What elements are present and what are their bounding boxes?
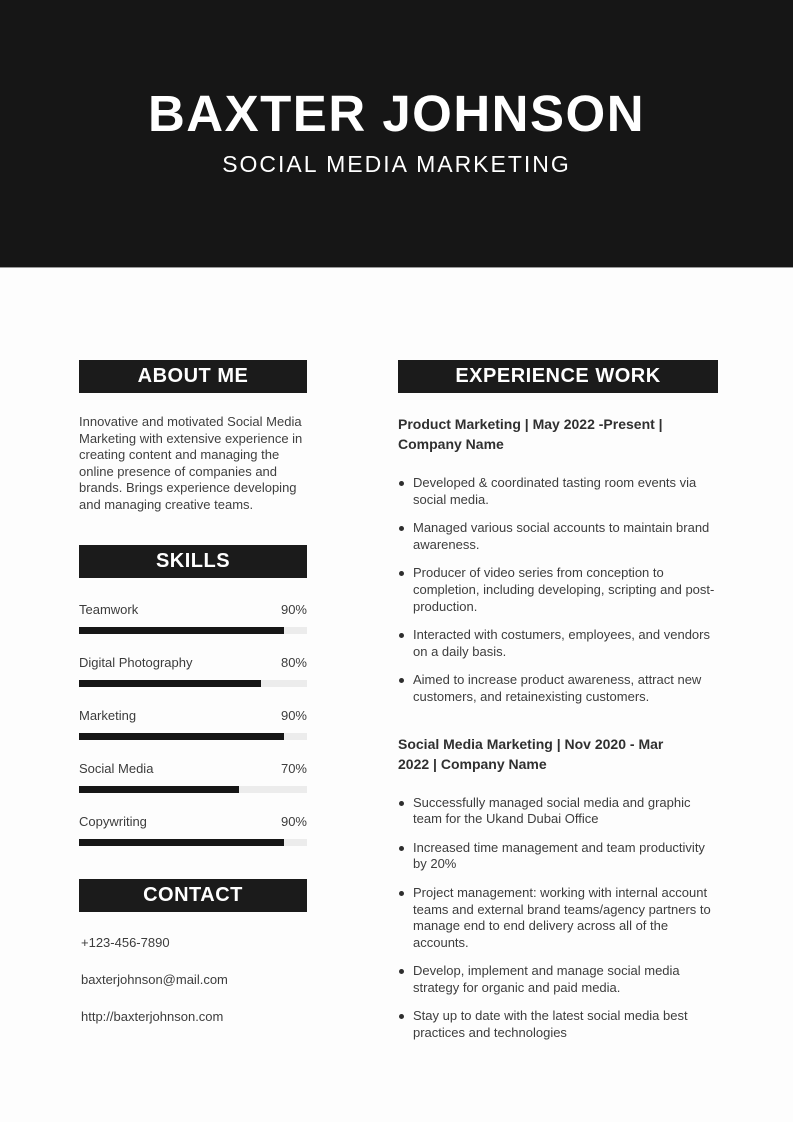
skill-percent: 90%	[280, 707, 307, 723]
experience-bullet: Successfully managed social media and graphic team for the Ukand Dubai Office	[398, 795, 718, 828]
about-text: Innovative and motivated Social Media Marketing with extensive experience in creating content and managing the online presence of companies and brands. Brings experience developing and managing creative teams.	[79, 414, 303, 512]
skills-list	[79, 602, 307, 846]
skill-label: Copywriting	[79, 813, 147, 829]
experience-bullet: Developed & coordinated tasting room events via social media.	[398, 475, 718, 508]
skill-label: Teamwork	[79, 601, 139, 617]
experience-bullet: Managed various social accounts to maintain brand awareness.	[398, 520, 718, 553]
experience-bullet: Project management: working with internal account teams and external brand teams/agency partners to manage end to end delivery across all of the accounts.	[398, 885, 718, 951]
about-section-header: ABOUT ME	[79, 360, 307, 393]
skill-percent: 90%	[280, 601, 307, 617]
contact-email: baxterjohnson@mail.com	[81, 971, 228, 987]
skill-label: Digital Photography	[79, 654, 193, 670]
right-column	[398, 360, 718, 1042]
contact-phone: +123-456-7890	[81, 934, 170, 950]
skill-row	[79, 814, 307, 830]
contact-website: http://baxterjohnson.com	[81, 1008, 224, 1024]
candidate-job-title: SOCIAL MEDIA MARKETING	[222, 151, 571, 177]
skill-bar-track	[79, 786, 307, 793]
job-bullets-list	[398, 795, 718, 1042]
skill-label: Social Media	[79, 760, 154, 776]
experience-bullet: Producer of video series from conception to completion, including developing, scripting and post-production.	[398, 565, 718, 615]
experience-bullet: Develop, implement and manage social media strategy for organic and paid media.	[398, 963, 718, 996]
skill-item-teamwork	[79, 602, 307, 634]
skill-item-copywriting	[79, 814, 307, 846]
contact-section-header: CONTACT	[79, 879, 307, 912]
experience-bullet: Aimed to increase product awareness, attract new customers, and retainexisting customers.	[398, 672, 718, 705]
skills-section-header: SKILLS	[79, 545, 307, 578]
skill-row	[79, 602, 307, 618]
skill-label: Marketing	[79, 707, 137, 723]
skill-bar-track	[79, 627, 307, 634]
experience-bullet: Interacted with costumers, employees, and vendors on a daily basis.	[398, 627, 718, 660]
skill-item-marketing	[79, 708, 307, 740]
candidate-name: BAXTER JOHNSON	[147, 85, 646, 142]
skill-row	[79, 655, 307, 671]
skill-row	[79, 761, 307, 777]
skill-bar-track	[79, 839, 307, 846]
skill-bar-fill	[79, 786, 239, 793]
skill-bar-track	[79, 680, 307, 687]
experience-bullet: Stay up to date with the latest social media best practices and technologies	[398, 1008, 718, 1041]
skill-bar-track	[79, 733, 307, 740]
skill-row	[79, 708, 307, 724]
contact-list	[79, 936, 307, 1024]
job-title-social-media-marketing: Social Media Marketing | Nov 2020 - Mar 2022 | Company Name	[398, 735, 664, 772]
skill-bar-fill	[79, 733, 284, 740]
experience-bullet: Increased time management and team productivity by 20%	[398, 840, 718, 873]
job-bullets-list	[398, 475, 718, 706]
resume-hero-header	[0, 0, 793, 268]
skill-percent: 80%	[280, 654, 307, 670]
skill-percent: 90%	[280, 813, 307, 829]
skill-bar-fill	[79, 839, 284, 846]
skill-percent: 70%	[280, 760, 307, 776]
skill-bar-fill	[79, 627, 284, 634]
left-column	[79, 360, 307, 1047]
job-title-product-marketing: Product Marketing | May 2022 -Present | Company Name	[398, 416, 663, 452]
experience-section-header: EXPERIENCE WORK	[398, 360, 718, 393]
skill-bar-fill	[79, 680, 261, 687]
skill-item-digital-photography	[79, 655, 307, 687]
skill-item-social-media	[79, 761, 307, 793]
